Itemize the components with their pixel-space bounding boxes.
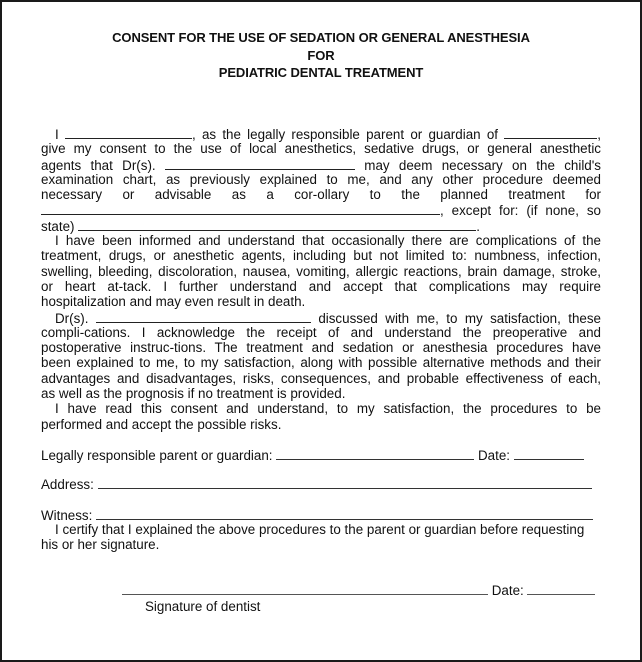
guardian-date-label: Date: xyxy=(477,448,510,463)
para1-line6 xyxy=(41,202,601,217)
witness-field[interactable] xyxy=(96,507,593,520)
para1-line3 xyxy=(41,157,601,172)
guardian-signature-field[interactable] xyxy=(276,447,474,460)
witness-row xyxy=(41,507,593,523)
title-line-1: CONSENT FOR THE USE OF SEDATION OR GENERAL ANESTHESIA xyxy=(112,30,530,45)
discussing-doctor-field[interactable] xyxy=(96,310,311,323)
address-row xyxy=(41,476,592,492)
witness-label: Witness: xyxy=(41,508,93,523)
dentist-caption: Signature of dentist xyxy=(145,599,261,614)
para4-line2: performed and accept the possible risks. xyxy=(41,416,282,432)
guardian-label: Legally responsible parent or guardian: xyxy=(41,448,273,463)
para4-line1: I have read this consent and understand, to my satisfaction, the procedures to be xyxy=(55,401,601,417)
doctor-name-field[interactable] xyxy=(165,157,355,170)
guardian-signature-row xyxy=(41,447,584,463)
text: . xyxy=(476,218,480,234)
para3-line2: compli-cations. I acknowledge the receipt of and understand the preoperative and xyxy=(41,324,601,340)
form-body xyxy=(41,126,601,432)
text: I xyxy=(55,127,59,142)
guardian-date-field[interactable] xyxy=(514,447,584,460)
para3-line1 xyxy=(41,310,601,325)
title-line-2: FOR xyxy=(307,47,335,63)
para2-line3: swelling, bleeding, discoloration, nausea, vomiting, allergic reactions, brain damage, stroke, xyxy=(41,263,601,279)
para2-line5: hospitalization and may even result in death. xyxy=(41,294,306,310)
para1-line5: necessary or advisable as a cor-ollary to the planned treatment for xyxy=(41,187,601,203)
exceptions-field[interactable] xyxy=(78,218,476,231)
text: agents that Dr(s). xyxy=(41,157,156,173)
certify-line-2: his or her signature. xyxy=(41,537,160,552)
dentist-date-label: Date: xyxy=(491,583,524,598)
text: may deem necessary on the child's xyxy=(364,157,601,173)
child-name-field[interactable] xyxy=(504,126,597,139)
dentist-signature-row xyxy=(122,582,595,598)
text: , except for: (if none, so xyxy=(440,203,601,219)
parent-name-field[interactable] xyxy=(65,126,192,139)
address-field[interactable] xyxy=(98,476,592,489)
para3-line5: advantages and disadvantages, risks, consequences, and probable effectiveness of each, xyxy=(41,370,601,386)
para1-line1 xyxy=(41,126,601,141)
certify-line-1: I certify that I explained the above procedures to the parent or guardian before requesting xyxy=(55,522,585,537)
text: , xyxy=(597,127,601,142)
para2-line1: I have been informed and understand that occasionally there are complications of the xyxy=(55,233,601,249)
dentist-date-field[interactable] xyxy=(527,582,595,595)
para3-line6: as well as the prognosis if no treatment is provided. xyxy=(41,386,346,402)
para3-line4: been explained to me, to my satisfaction, along with possible alternative methods and their xyxy=(41,355,601,371)
para1-line4: examination chart, as previously explained to me, and any other procedure deemed xyxy=(41,171,601,187)
title-line-3: PEDIATRIC DENTAL TREATMENT xyxy=(218,65,424,80)
para1-line7 xyxy=(41,218,601,233)
address-label: Address: xyxy=(41,477,94,492)
text: discussed with me, to my satisfaction, these xyxy=(318,310,601,326)
text: , as the legally responsible parent or guardian of xyxy=(191,127,498,142)
para1-line2: give my consent to the use of local anesthetics, sedative drugs, or general anesthetic xyxy=(41,141,601,157)
planned-treatment-field[interactable] xyxy=(41,202,440,215)
para2-line2: treatment, drugs, or anesthetic agents, including but not limited to: numbness, infection, xyxy=(41,248,601,264)
para2-line4: or heart at-tack. I further understand and accept that complications may require xyxy=(41,278,601,294)
form-title xyxy=(2,29,640,82)
dentist-signature-field[interactable] xyxy=(122,582,488,595)
text: Dr(s). xyxy=(55,310,89,326)
certify-block xyxy=(41,522,601,552)
text: state) xyxy=(41,218,75,234)
para3-line3: postoperative instruc-tions. The treatment and sedation or anesthesia procedures have xyxy=(41,340,601,356)
